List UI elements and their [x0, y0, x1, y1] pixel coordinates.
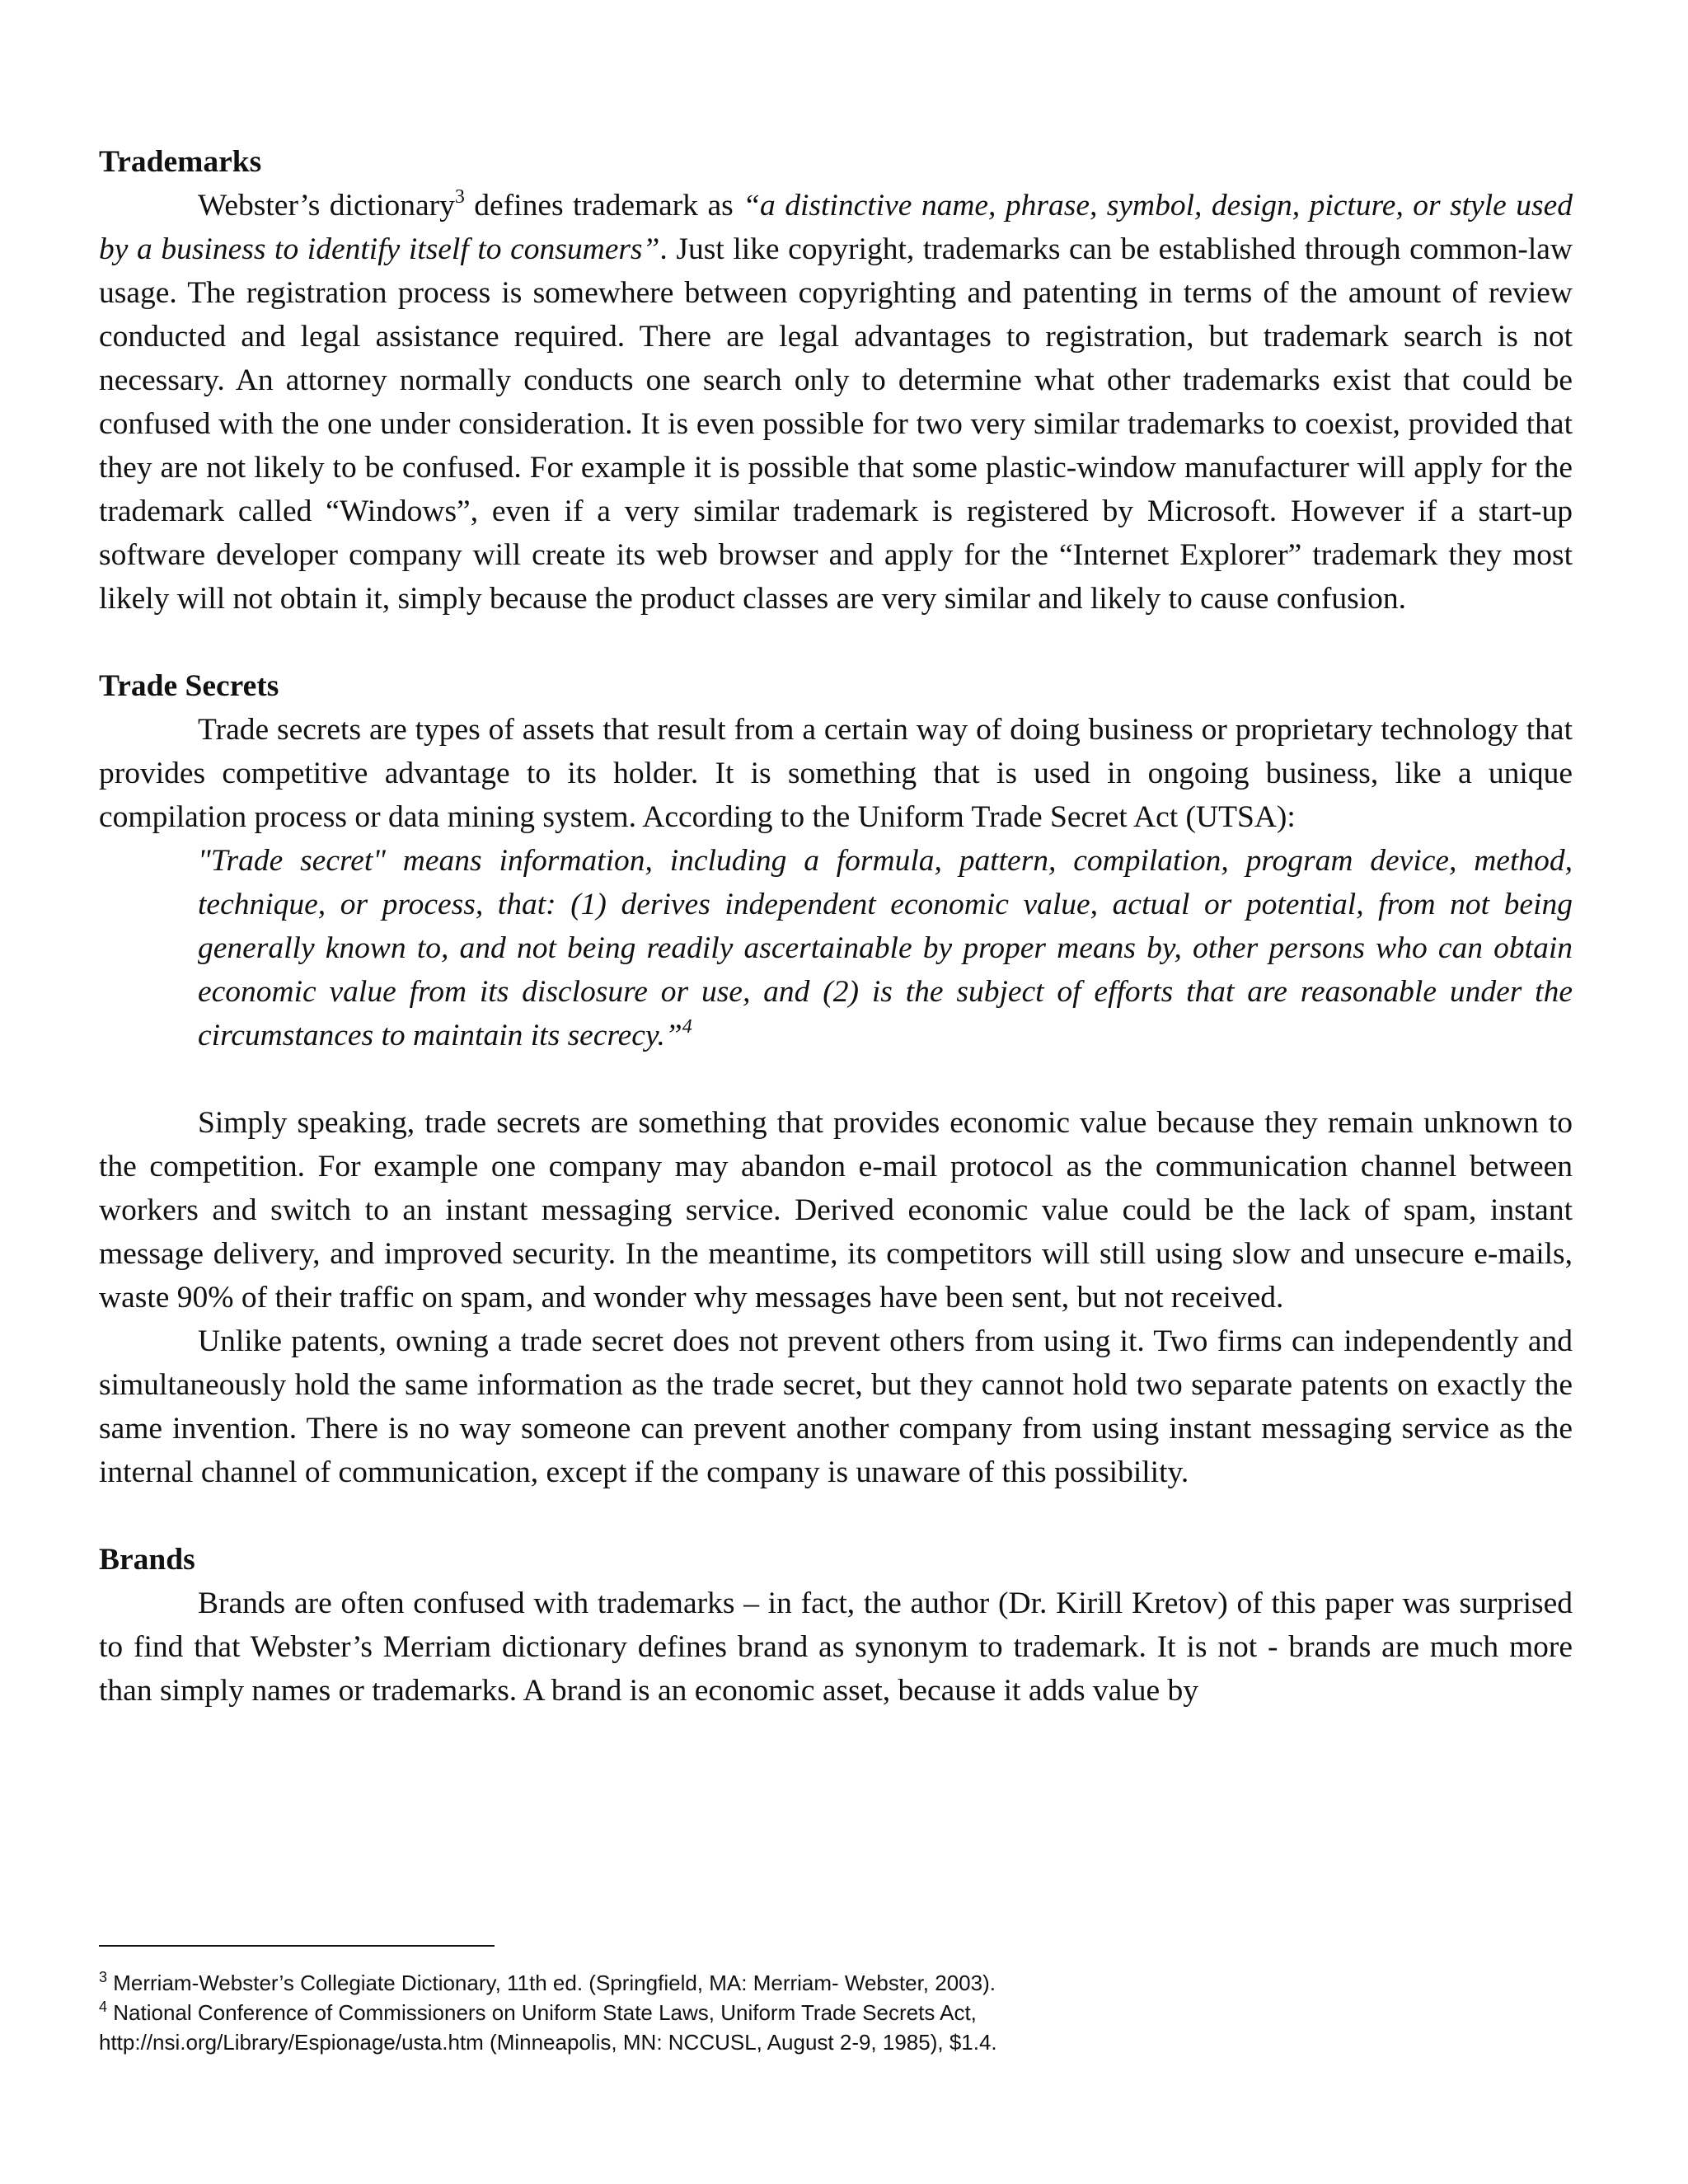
footnote-number: 4	[99, 1999, 108, 2015]
footnote-text: National Conference of Commissioners on Uniform State Laws, Uniform Trade Secrets Act,	[113, 2000, 977, 2025]
footnote-3	[99, 1968, 1573, 1998]
footnote-4	[99, 1998, 1573, 2027]
brands-paragraph: Brands are often confused with trademarks – in fact, the author (Dr. Kirill Kretov) of this paper was surprised to find that Webster’s Merriam dictionary defines brand as synonym to trademark. It is not - brands are much more than simply names or trademarks. A brand is an economic asset, because it adds value by	[99, 1586, 1573, 1708]
footnote-divider	[99, 1945, 495, 1947]
trademarks-mid-text: defines trademark as	[464, 189, 743, 223]
trademarks-body-text: . Just like copyright, trademarks can be established through common-law usage. The registration process is somewhere between copyrighting and patenting in terms of the amount of review conducted and legal assistance required. There are legal advantages to registration, but trademark search is not necessary. An attorney normally conducts one search only to determine what other trademarks exist that could be confused with the one under consideration. It is even possible for two very similar trademarks to coexist, provided that they are not likely to be confused. For example it is possible that some plastic-window manufacturer will apply for the trademark called “Windows”, even if a very similar trademark is registered by Microsoft. However if a start-up software developer company will create its web browser and apply for the “Internet Explorer” trademark they most likely will not obtain it, simply because the product classes are very similar and likely to cause confusion.	[99, 232, 1573, 616]
footnote-ref-4[interactable]: 4	[682, 1016, 692, 1038]
section-spacer	[99, 621, 1573, 664]
footnote-text: Merriam-Webster’s Collegiate Dictionary, 11th ed. (Springfield, MA: Merriam- Webster, 2003).	[113, 1971, 996, 1995]
footnote-url-text: http://nsi.org/Library/Espionage/usta.htm (Minneapolis, MN: NCCUSL, August 2-9, 1985), $1.4.	[99, 2030, 997, 2055]
section-heading-trademarks: Trademarks	[99, 145, 262, 179]
trademark-definition-quote: “a distinctive name, phrase, symbol, design, picture, or style used by a business to identify itself to consumers”	[99, 189, 1573, 266]
trademarks-lead-text: Webster’s dictionary	[198, 189, 455, 223]
section-heading-brands: Brands	[99, 1543, 195, 1577]
section-spacer	[99, 1494, 1573, 1538]
utsa-quote-text: "Trade secret" means information, including a formula, pattern, compilation, program device, method, technique, or process, that: (1) derives independent economic value, actual or potential, from not being generally known to, and not being readily ascertainable by proper means by, other persons who can obtain economic value from its disclosure or use, and (2) is the subject of efforts that are reasonable under the circumstances to maintain its secrecy.”	[198, 844, 1573, 1052]
trade-secrets-paragraph-1: Trade secrets are types of assets that result from a certain way of doing business or proprietary technology that provides competitive advantage to its holder. It is something that is used in ongoing business, like a unique compilation process or data mining system. According to the Uniform Trade Secret Act (UTSA):	[99, 713, 1573, 834]
footnote-ref-3[interactable]: 3	[454, 186, 465, 208]
footnotes	[99, 1945, 1573, 2057]
trade-secrets-paragraph-2: Simply speaking, trade secrets are something that provides economic value because they remain unknown to the competition. For example one company may abandon e-mail protocol as the communication channel between workers and switch to an instant messaging service. Derived economic value could be the lack of spam, instant message delivery, and improved security. In the meantime, its competitors will still using slow and unsecure e-mails, waste 90% of their traffic on spam, and wonder why messages have been sent, but not received.	[99, 1106, 1573, 1315]
utsa-definition-quote	[198, 839, 1573, 1057]
trademarks-paragraph	[99, 184, 1573, 621]
trade-secrets-paragraph-3: Unlike patents, owning a trade secret does not prevent others from using it. Two firms can independently and simultaneously hold the same information as the trade secret, but they cannot hold two separate patents on exactly the same invention. There is no way someone can prevent another company from using instant messaging service as the internal channel of communication, except if the company is unaware of this possibility.	[99, 1324, 1573, 1489]
paragraph-spacer	[99, 1057, 1573, 1101]
section-heading-trade-secrets: Trade Secrets	[99, 669, 279, 703]
footnote-number: 3	[99, 1969, 108, 1985]
footnote-4-continued	[99, 2027, 1573, 2057]
document-body	[99, 140, 1573, 1713]
